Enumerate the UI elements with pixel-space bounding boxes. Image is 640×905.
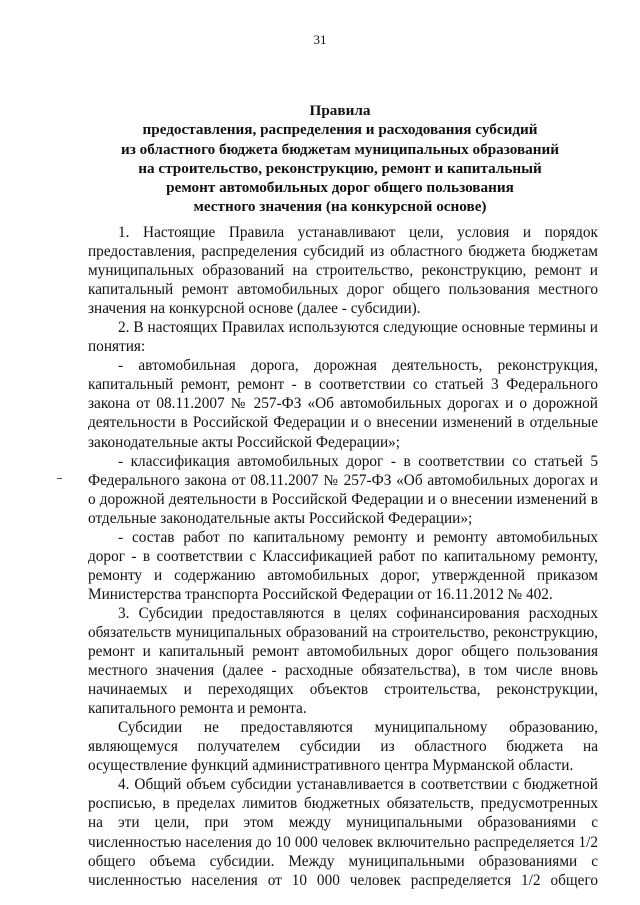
text-line: Федерального закона от 08.11.2007 № 257-ФЗ «Об автомобильных дорогах и (88, 471, 598, 489)
title-line: местного значения (на конкурсной основе) (193, 198, 487, 216)
title-line: из областного бюджета бюджетам муниципальных образований (120, 140, 560, 158)
text-line: ремонту и содержанию автомобильных дорог, утвержденной приказом (88, 566, 598, 584)
paragraph-5 (88, 528, 598, 604)
text-line: начинаемых и переходящих объектов строительства, реконструкции, (88, 681, 598, 699)
text-line: о дорожной деятельности в Российской Федерации и о внесении изменений в (88, 490, 598, 508)
text-line: - автомобильная дорога, дорожная деятельность, реконструкция, (118, 357, 598, 375)
paragraph-1 (88, 223, 598, 318)
text-line: росписью, в пределах лимитов бюджетных обязательств, предусмотренных (88, 795, 598, 813)
text-line: 3. Субсидии предоставляются в целях софинансирования расходных (118, 604, 598, 622)
text-line: закона от 08.11.2007 № 257-ФЗ «Об автомобильных дорогах и о дорожной (88, 395, 598, 413)
text-line: 4. Общий объем субсидии устанавливается в соответствии с бюджетной (118, 776, 598, 794)
text-line: деятельности в Российской Федерации и о внесении изменений в отдельные (88, 414, 598, 432)
text-line: Министерства транспорта Российской Федерации от 16.11.2012 № 402. (88, 585, 553, 603)
document-title (80, 101, 600, 217)
margin-mark (57, 478, 62, 479)
text-line: осуществление функций административного центра Мурманской области. (88, 757, 574, 775)
text-line: 2. В настоящих Правилах используются следующие основные термины и (118, 319, 598, 337)
text-line: законодательные акты Российской Федерации»; (88, 433, 401, 451)
paragraph-2 (88, 318, 598, 356)
text-line: обязательств муниципальных образований на строительство, реконструкцию, (88, 623, 598, 641)
title-line: Правила (309, 102, 371, 119)
text-line: 1. Настоящие Правила устанавливают цели, условия и порядок (118, 224, 598, 241)
paragraph-3 (88, 356, 598, 451)
text-line: значения на конкурсной основе (далее - субсидии). (88, 300, 421, 318)
title-line: на строительство, реконструкцию, ремонт и капитальный (138, 159, 542, 177)
text-line: Субсидии не предоставляются муниципальному образованию, (118, 719, 598, 737)
text-line: муниципальных образований на строительство, реконструкцию, ремонт и (88, 262, 598, 280)
text-line: являющемуся получателем субсидии из областного бюджета на (88, 738, 598, 756)
text-line: дорог - в соответствии с Классификацией работ по капитальному ремонту, (88, 547, 598, 565)
text-line: численностью населения от 10 000 человек распределяется 1/2 общего (88, 871, 598, 889)
title-line: ремонт автомобильных дорог общего пользования (166, 179, 514, 197)
title-line: предоставления, распределения и расходования субсидий (142, 121, 538, 139)
text-line: понятия: (88, 338, 146, 356)
text-line: на эти цели, при этом между муниципальными образованиями с (88, 814, 598, 832)
text-line: капитальный ремонт автомобильных дорог общего пользования местного (88, 281, 598, 299)
text-line: капитального ремонта и ремонта. (88, 700, 307, 718)
text-line: капитальный ремонт, ремонт - в соответствии со статьей 3 Федерального (88, 376, 598, 394)
paragraph-4 (88, 452, 598, 528)
text-line: численностью населения до 10 000 человек включительно распределяется 1/2 (88, 833, 598, 851)
page-number: 31 (313, 32, 327, 47)
text-line: предоставления, распределения субсидий из областного бюджета бюджетам (88, 243, 598, 261)
paragraph-8 (88, 775, 598, 889)
text-line: - классификация автомобильных дорог - в соответствии со статьей 5 (118, 452, 598, 470)
text-line: ремонт и капитальный ремонт автомобильных дорог общего пользования (88, 643, 598, 661)
text-line: - состав работ по капитальному ремонту и ремонту автомобильных (118, 528, 598, 546)
text-line: общего объема субсидии. Между муниципальными образованиями с (88, 852, 598, 870)
paragraph-6 (88, 604, 598, 718)
text-line: местного значения (далее - расходные обязательства), в том числе вновь (88, 662, 598, 680)
paragraph-7 (88, 718, 598, 775)
document-body (88, 223, 598, 890)
text-line: отдельные законодательные акты Российской Федерации»; (88, 509, 473, 527)
